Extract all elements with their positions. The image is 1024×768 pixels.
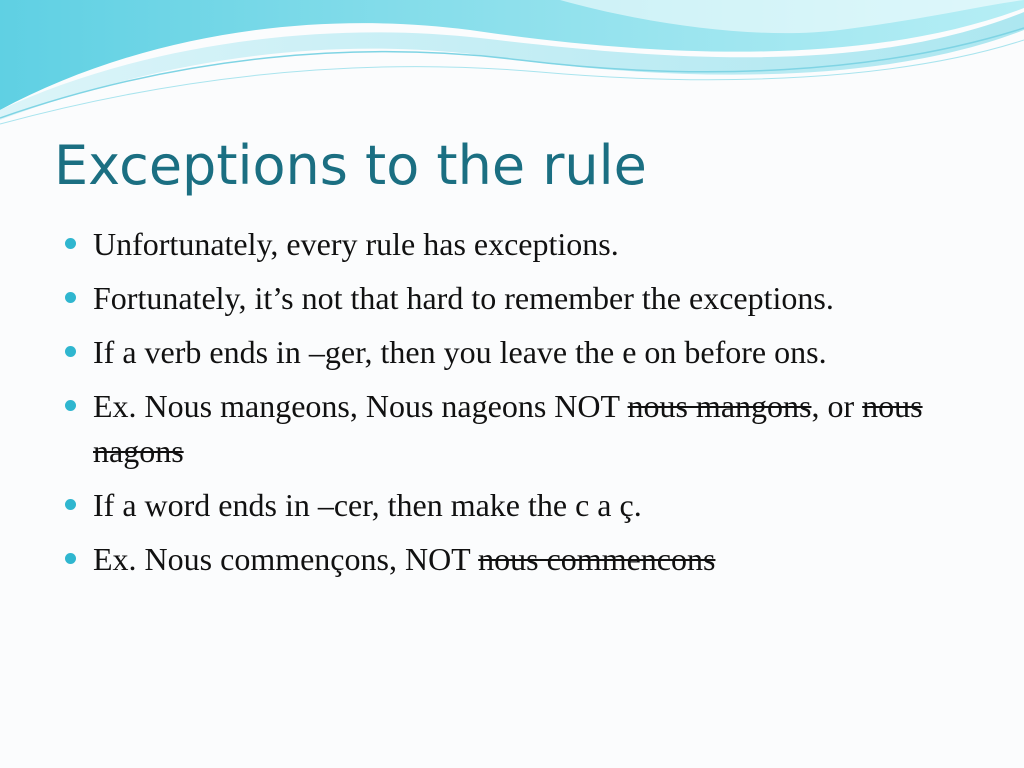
header-wave-decoration: [0, 0, 1024, 130]
slide-title: Exceptions to the rule: [54, 134, 647, 197]
bullet-text: , or: [811, 388, 863, 424]
bullet-item: [62, 537, 962, 582]
bullet-dot-icon: [65, 499, 76, 510]
bullet-text: Ex. Nous commençons, NOT: [93, 541, 479, 577]
bullet-dot-icon: [65, 553, 76, 564]
bullet-item: [62, 330, 962, 375]
bullet-list: [62, 222, 962, 591]
struck-text: nous nagons: [93, 388, 923, 469]
bullet-dot-icon: [65, 400, 76, 411]
bullet-dot-icon: [65, 292, 76, 303]
bullet-item: [62, 384, 962, 474]
struck-text: nous commencons: [478, 541, 716, 577]
bullet-dot-icon: [65, 238, 76, 249]
bullet-text: If a word ends in –cer, then make the c a ç.: [93, 487, 642, 523]
bullet-item: [62, 483, 962, 528]
bullet-dot-icon: [65, 346, 76, 357]
bullet-text: Ex. Nous mangeons, Nous nageons NOT: [93, 388, 628, 424]
struck-text: nous mangons: [627, 388, 812, 424]
bullet-item: [62, 276, 962, 321]
bullet-text: Unfortunately, every rule has exceptions.: [93, 226, 619, 262]
bullet-item: [62, 222, 962, 267]
bullet-text: Fortunately, it’s not that hard to remember the exceptions.: [93, 280, 834, 316]
bullet-text: If a verb ends in –ger, then you leave the e on before ons.: [93, 334, 827, 370]
